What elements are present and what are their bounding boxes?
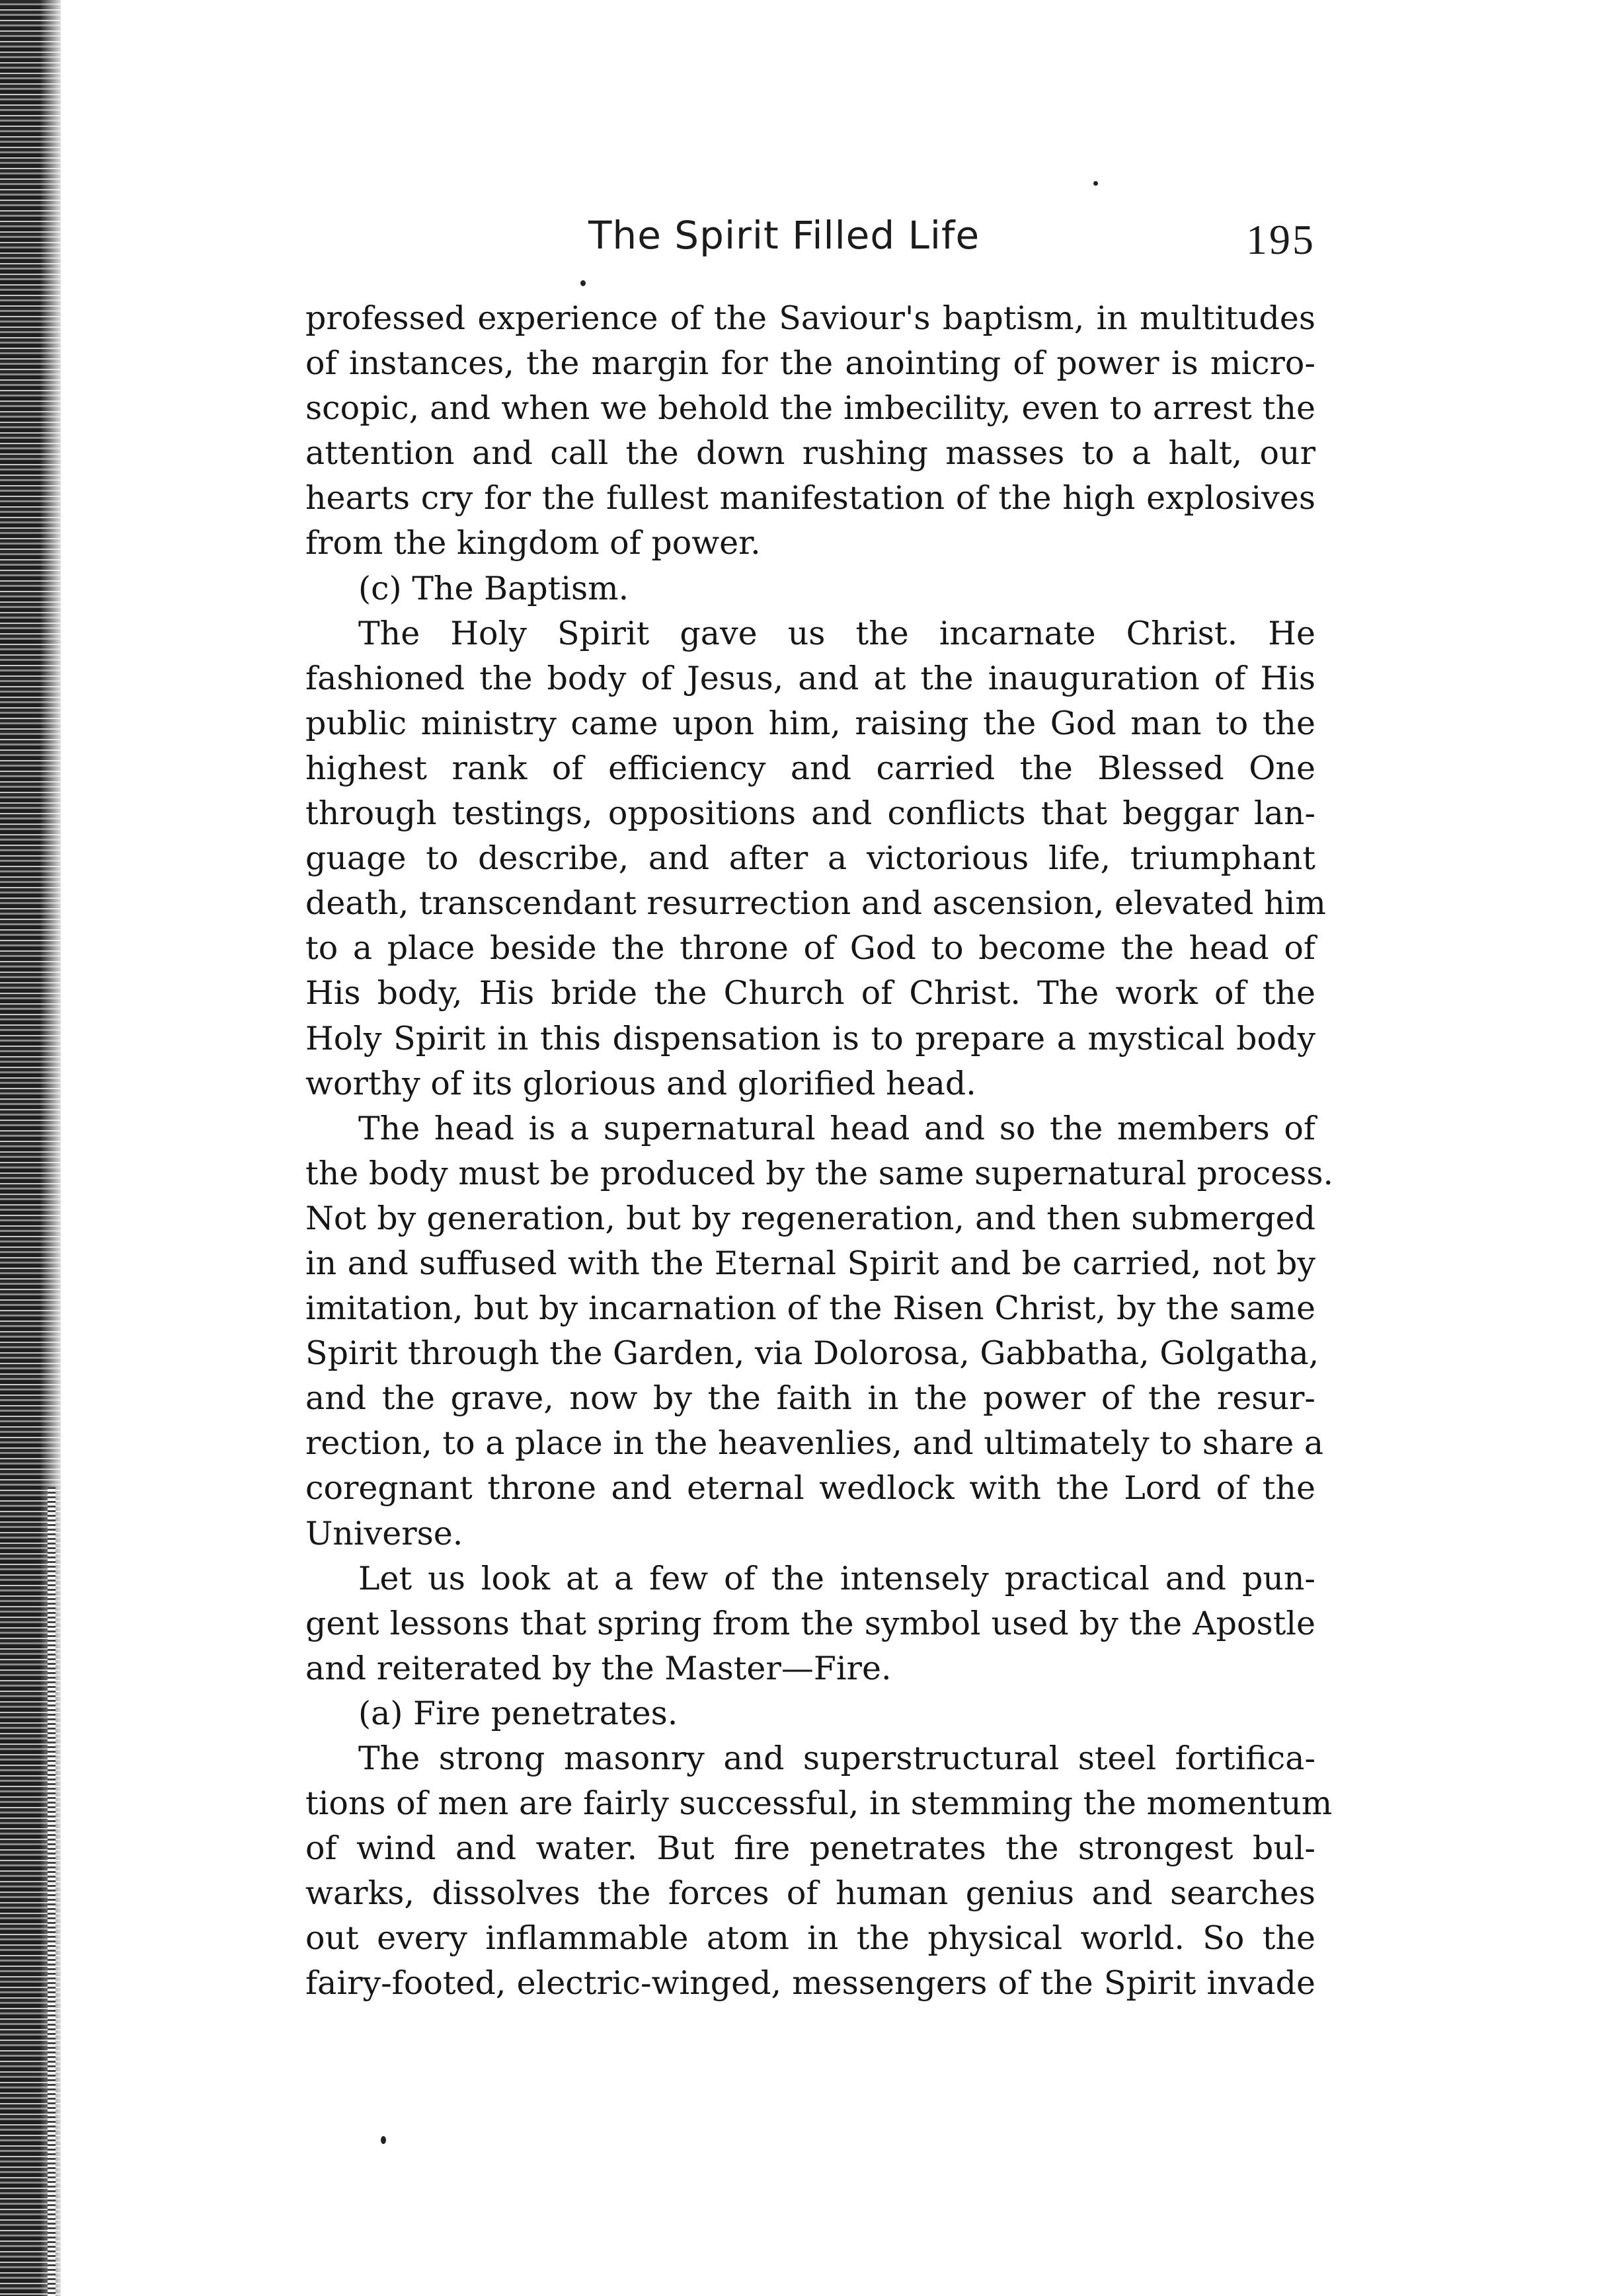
text-line: and reiterated by the Master—Fire. (305, 1649, 892, 1687)
page-binding-thread (48, 1487, 56, 2296)
text-line: of wind and water. But fire penetrates the strongest bul- (305, 1829, 1315, 1868)
text-line: The Holy Spirit gave us the incarnate Christ. He (358, 614, 1315, 652)
text-line: of instances, the margin for the anointing of power is micro- (305, 344, 1315, 383)
text-line: to a place beside the throne of God to become the head of (305, 929, 1315, 968)
text-line: highest rank of efficiency and carried the Blessed One (305, 749, 1315, 787)
text-line: fairy-footed, electric-winged, messengers of the Spirit invade (305, 1964, 1315, 2003)
text-line: Let us look at a few of the intensely practical and pun- (358, 1559, 1315, 1597)
stray-mark (1093, 181, 1098, 186)
section-heading: (c) The Baptism. (358, 569, 629, 607)
text-line: Not by generation, but by regeneration, and then submerged (305, 1199, 1315, 1237)
text-line: Holy Spirit in this dispensation is to prepare a mystical body (305, 1019, 1315, 1057)
text-line: imitation, but by incarnation of the Risen Christ, by the same (305, 1289, 1315, 1328)
text-line: in and suffused with the Eternal Spirit and be carried, not by (305, 1244, 1315, 1282)
text-line: coregnant throne and eternal wedlock with the Lord of the (305, 1469, 1315, 1508)
text-line: gent lessons that spring from the symbol used by the Apostle (305, 1604, 1315, 1642)
stray-mark (381, 2136, 386, 2144)
body-text (305, 296, 1334, 2007)
text-line: rection, to a place in the heavenlies, and ultimately to share a (305, 1424, 1324, 1463)
text-line: the body must be produced by the same supernatural process. (305, 1154, 1334, 1192)
text-line: and the grave, now by the faith in the power of the resur- (305, 1379, 1315, 1418)
running-title: The Spirit Filled Life (588, 213, 980, 258)
text-line: through testings, oppositions and conflicts that beggar lan- (305, 794, 1315, 833)
text-line: The strong masonry and superstructural steel fortifica- (358, 1740, 1315, 1777)
text-line: guage to describe, and after a victorious life, triumphant (305, 839, 1315, 878)
page-header (311, 213, 1315, 272)
text-line: Universe. (305, 1514, 463, 1552)
text-line: Spirit through the Garden, via Dolorosa, Gabbatha, Golgatha, (305, 1334, 1319, 1373)
text-line: out every inflammable atom in the physical world. So the (305, 1919, 1315, 1958)
text-line: public ministry came upon him, raising the God man to the (305, 704, 1315, 742)
text-line: tions of men are fairly successful, in stemming the momentum (305, 1784, 1333, 1823)
text-line: warks, dissolves the forces of human genius and searches (305, 1874, 1315, 1913)
text-line: worthy of its glorious and glorified head. (305, 1064, 976, 1102)
stray-mark (580, 280, 586, 286)
text-line: attention and call the down rushing masses to a halt, our (305, 434, 1315, 473)
text-line: The head is a supernatural head and so the members of (358, 1109, 1315, 1147)
section-heading: (a) Fire penetrates. (358, 1694, 678, 1732)
page-number: 195 (1246, 216, 1315, 263)
text-line: professed experience of the Saviour's baptism, in multitudes (305, 299, 1315, 337)
text-line: fashioned the body of Jesus, and at the inauguration of His (305, 659, 1315, 697)
text-line: His body, His bride the Church of Christ. The work of the (305, 974, 1315, 1013)
text-line: hearts cry for the fullest manifestation of the high explosives (305, 479, 1315, 517)
text-line: scopic, and when we behold the imbecility, even to arrest the (305, 389, 1315, 428)
text-line: death, transcendant resurrection and ascension, elevated him (305, 884, 1326, 923)
text-line: from the kingdom of power. (305, 524, 761, 562)
